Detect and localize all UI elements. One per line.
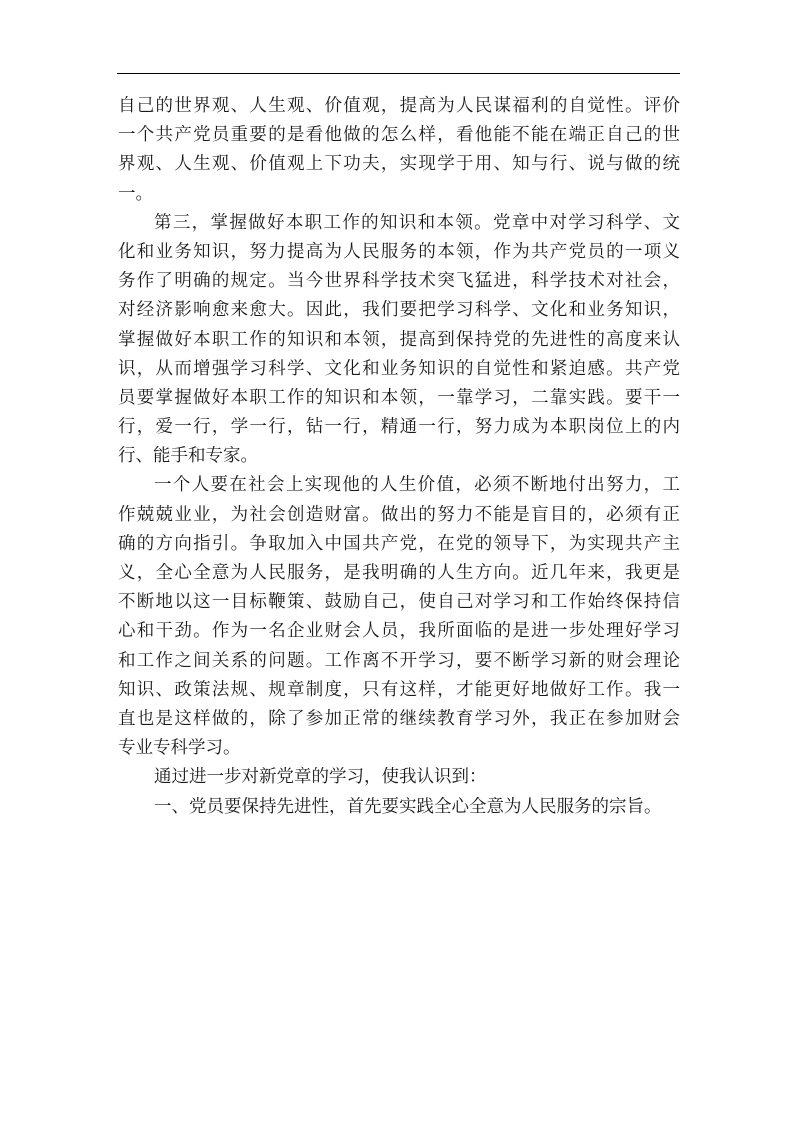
text-line: 知识、政策法规、规章制度，只有这样，才能更好地做好工作。我一 bbox=[118, 679, 680, 700]
text-line: 一。 bbox=[118, 183, 153, 204]
text-line: 行，爱一行，学一行，钻一行，精通一行，努力成为本职岗位上的内 bbox=[118, 417, 680, 438]
header-rule bbox=[117, 73, 680, 74]
text-line: 化和业务知识，努力提高为人民服务的本领，作为共产党员的一项义 bbox=[118, 241, 680, 262]
text-line: 对经济影响愈来愈大。因此，我们要把学习科学、文化和业务知识， bbox=[118, 300, 680, 321]
text-line: 一、党员要保持先进性，首先要实践全心全意为人民服务的宗旨。 bbox=[154, 796, 662, 817]
text-line: 掌握做好本职工作的知识和本领，提高到保持党的先进性的高度来认 bbox=[118, 329, 680, 350]
text-line: 识，从而增强学习科学、文化和业务知识的自觉性和紧迫感。共产党 bbox=[118, 358, 680, 379]
text-line: 心和干劲。作为一名企业财会人员，我所面临的是进一步处理好学习 bbox=[118, 621, 680, 642]
paragraph-3 bbox=[118, 471, 680, 763]
text-line: 行、能手和专家。 bbox=[118, 446, 258, 467]
text-line: 直也是这样做的，除了参加正常的继续教育学习外，我正在参加财会 bbox=[118, 708, 680, 729]
text-line: 不断地以这一目标鞭策、鼓励自己，使自己对学习和工作始终保持信 bbox=[118, 592, 680, 613]
text-line: 界观、人生观、价值观上下功夫，实现学于用、知与行、说与做的统 bbox=[118, 154, 680, 175]
paragraph-4 bbox=[118, 763, 680, 792]
paragraph-1 bbox=[118, 92, 680, 209]
text-line: 第三，掌握做好本职工作的知识和本领。党章中对学习科学、文 bbox=[154, 212, 680, 233]
text-line: 通过进一步对新党章的学习，使我认识到： bbox=[154, 767, 487, 788]
text-line: 一个人要在社会上实现他的人生价值，必须不断地付出努力，工 bbox=[154, 475, 680, 496]
text-line: 和工作之间关系的问题。工作离不开学习，要不断学习新的财会理论 bbox=[118, 650, 680, 671]
text-line: 作兢兢业业，为社会创造财富。做出的努力不能是盲目的，必须有正 bbox=[118, 504, 680, 525]
text-line: 务作了明确的规定。当今世界科学技术突飞猛进，科学技术对社会， bbox=[118, 271, 680, 292]
paragraph-2 bbox=[118, 209, 680, 472]
paragraph-5 bbox=[118, 793, 680, 822]
text-line: 义，全心全意为人民服务，是我明确的人生方向。近几年来，我更是 bbox=[118, 563, 680, 583]
document-body bbox=[118, 92, 680, 822]
text-line: 确的方向指引。争取加入中国共产党，在党的领导下，为实现共产主 bbox=[118, 533, 680, 554]
text-line: 自己的世界观、人生观、价值观，提高为人民谋福利的自觉性。评价 bbox=[118, 96, 680, 116]
text-line: 专业专科学习。 bbox=[118, 738, 241, 759]
text-line: 一个共产党员重要的是看他做的怎么样，看他能不能在端正自己的世 bbox=[118, 125, 680, 146]
text-line: 员要掌握做好本职工作的知识和本领，一靠学习，二靠实践。要干一 bbox=[118, 387, 680, 408]
